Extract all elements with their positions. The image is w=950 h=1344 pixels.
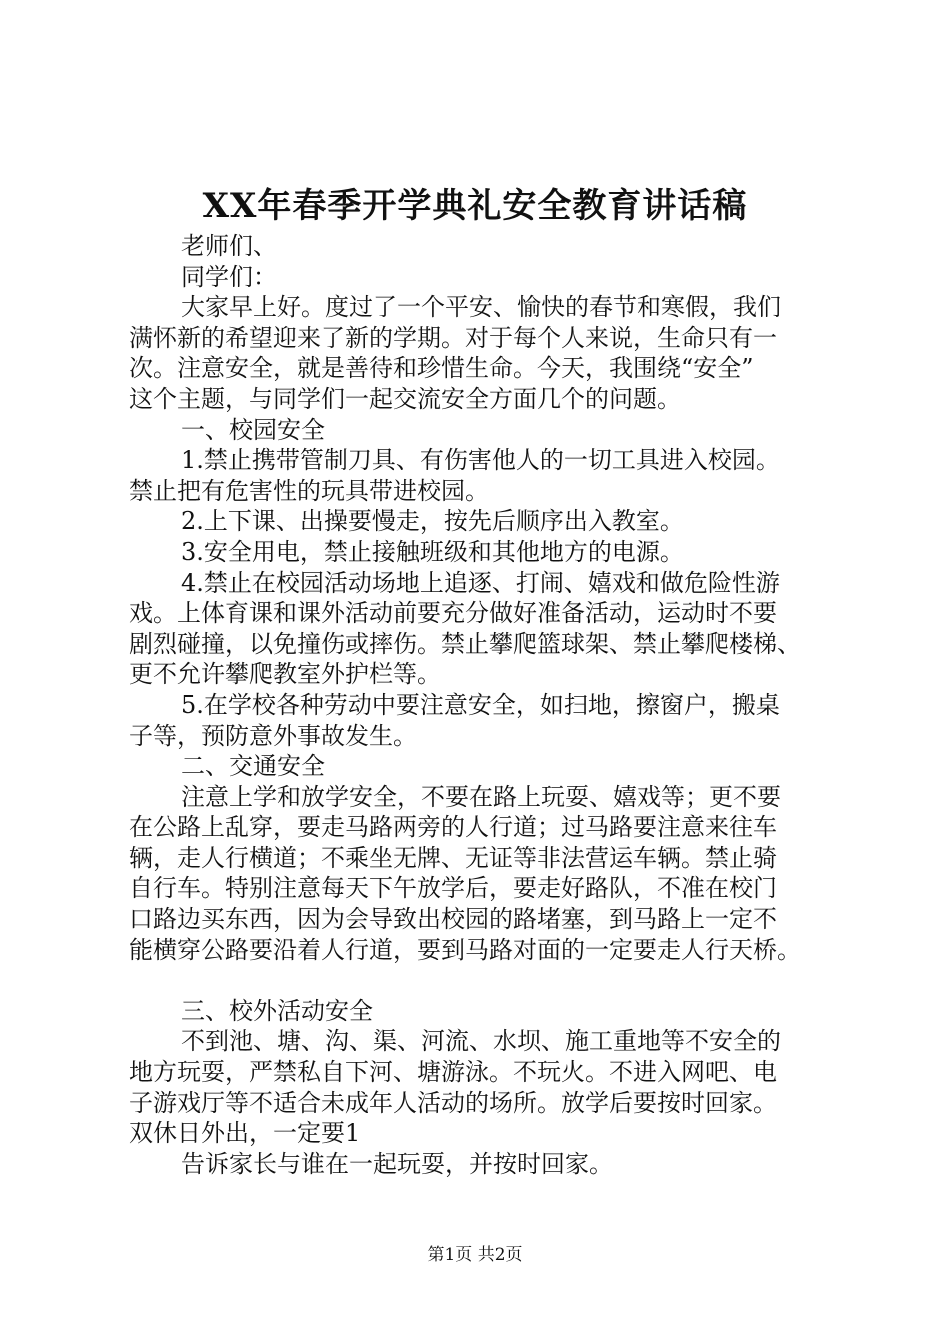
- page-number-footer: 第1页 共2页: [427, 1245, 523, 1265]
- text-line: 禁止把有危害性的玩具带进校园。: [129, 476, 489, 505]
- text-line: 不到池、塘、沟、渠、河流、水坝、施工重地等不安全的: [181, 1027, 781, 1056]
- text-line: 子游戏厅等不适合未成年人活动的场所。放学后要按时回家。: [129, 1088, 777, 1117]
- text-line: 更不允许攀爬教室外护栏等。: [129, 660, 441, 689]
- blank-line: [129, 965, 829, 996]
- text-line: 3.安全用电，禁止接触班级和其他地方的电源。: [181, 537, 684, 566]
- text-line: 满怀新的希望迎来了新的学期。对于每个人来说，生命只有一: [129, 323, 777, 352]
- text-line: 注意上学和放学安全，不要在路上玩耍、嬉戏等；更不要: [181, 782, 781, 811]
- section-heading: 一、校园安全: [181, 415, 325, 444]
- text-line: 辆，走人行横道；不乘坐无牌、无证等非法营运车辆。禁止骑: [129, 843, 777, 872]
- text-line: 能横穿公路要沿着人行道，要到马路对面的一定要走人行天桥。: [129, 935, 801, 964]
- text-line: 同学们：: [181, 262, 277, 291]
- text-line: 大家早上好。度过了一个平安、愉快的春节和寒假，我们: [181, 293, 781, 322]
- document-body: [129, 231, 829, 1179]
- text-line: 在公路上乱穿，要走马路两旁的人行道；过马路要注意来往车: [129, 813, 777, 842]
- text-line: 剧烈碰撞，以免撞伤或摔伤。禁止攀爬篮球架、禁止攀爬楼梯、: [129, 629, 801, 658]
- text-line: 地方玩耍，严禁私自下河、塘游泳。不玩火。不进入网吧、电: [129, 1058, 777, 1087]
- document-title: XX年春季开学典礼安全教育讲话稿: [202, 186, 748, 226]
- text-line: 告诉家长与谁在一起玩耍，并按时回家。: [181, 1149, 613, 1178]
- text-line: 次。注意安全，就是善待和珍惜生命。今天，我围绕“安全”: [129, 354, 754, 383]
- text-line: 子等，预防意外事故发生。: [129, 721, 417, 750]
- text-line: 2.上下课、出操要慢走，按先后顺序出入教室。: [181, 507, 684, 536]
- text-line: 老师们、: [181, 232, 277, 260]
- text-line: 1.禁止携带管制刀具、有伤害他人的一切工具进入校园。: [181, 446, 780, 475]
- text-line: 5.在学校各种劳动中要注意安全，如扫地，擦窗户，搬桌: [181, 690, 780, 719]
- text-line: 口路边买东西，因为会导致出校园的路堵塞，到马路上一定不: [129, 905, 777, 934]
- text-line: 戏。上体育课和课外活动前要充分做好准备活动，运动时不要: [129, 599, 777, 628]
- section-heading: 三、校外活动安全: [181, 996, 373, 1025]
- text-line: 4.禁止在校园活动场地上追逐、打闹、嬉戏和做危险性游: [181, 568, 780, 597]
- text-line: 双休日外出，一定要1: [129, 1119, 361, 1148]
- section-heading: 二、交通安全: [181, 752, 325, 781]
- text-line: 自行车。特别注意每天下午放学后，要走好路队，不准在校门: [129, 874, 777, 903]
- text-line: 这个主题，与同学们一起交流安全方面几个的问题。: [129, 384, 681, 413]
